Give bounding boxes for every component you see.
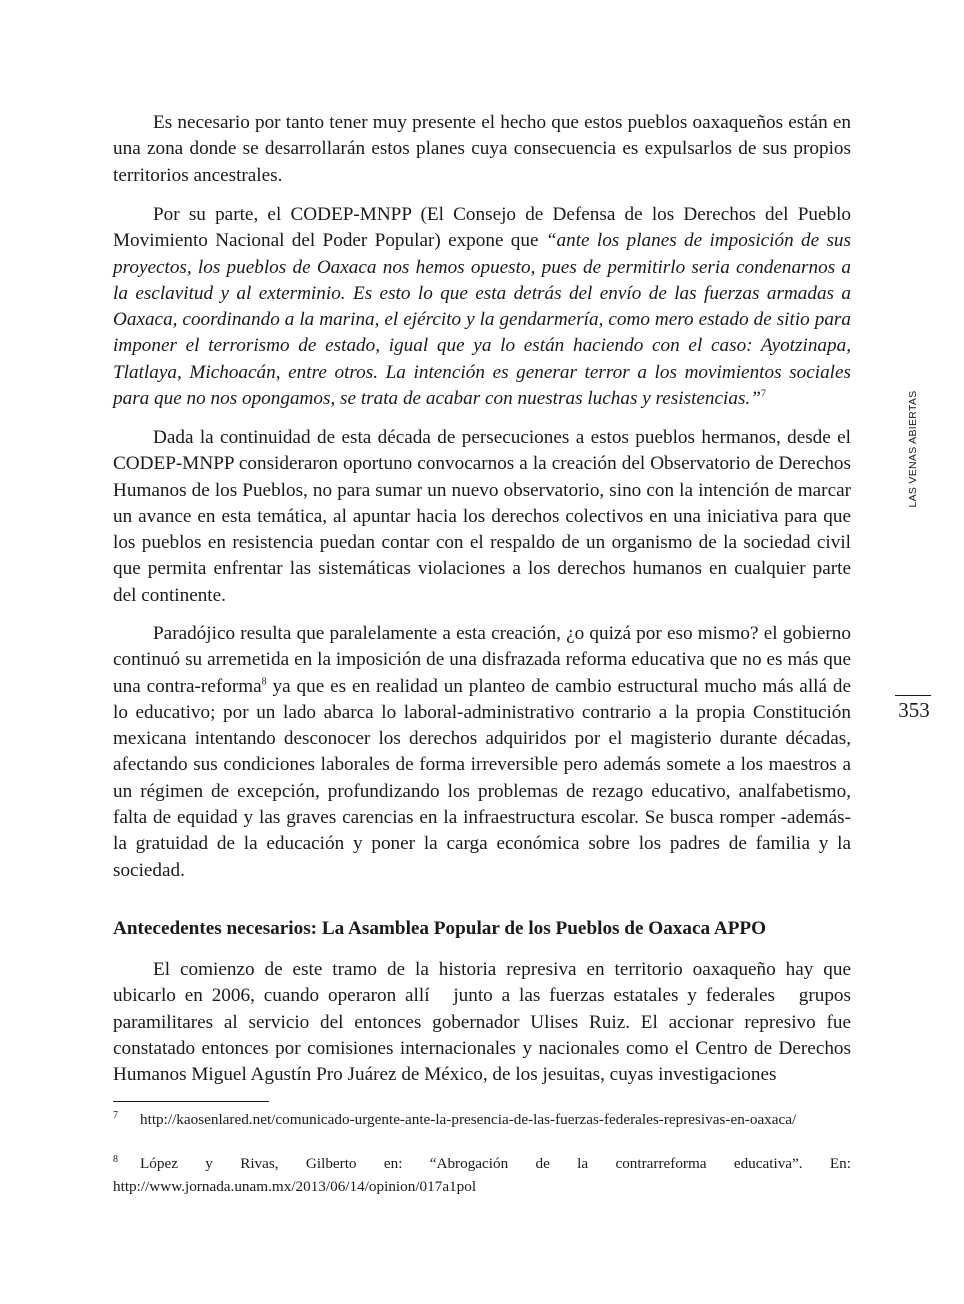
- section-heading: Antecedentes necesarios: La Asamblea Popular de los Pueblos de Oaxaca APPO: [113, 918, 767, 939]
- paragraph-1: [113, 110, 851, 189]
- paragraph-2-quote: “ante los planes de imposición de sus proyectos, los pueblos de Oaxaca nos hemos opuesto, pues de permitirlo seria condenarnos a la esclavitud y al exterminio. Es esto lo que esta detrás del envío de las fuerzas armadas a Oaxaca, coordinando a la marina, el ejército y la gendarmería, como mero estado de sitio para imponer el terrorismo de estado, igual que ya lo están haciendo con el caso: Ayotzinapa, Tlatlaya, Michoacán, entre otros. La intención es generar terror a los movimientos sociales para que no nos opongamos, se trata de acabar con nuestras luchas y resistencias.”: [113, 230, 851, 410]
- paragraph-3: [113, 425, 851, 609]
- running-head: LAS VENAS ABIERTAS: [907, 390, 919, 508]
- paragraph-1-text: Es necesario por tanto tener muy presente el hecho que estos pueblos oaxaqueños están en una zona donde se desarrollarán estos planes cuya consecuencia es expulsarlos de sus propios territorios ancestrales.: [113, 112, 851, 186]
- footnote-7-text: http://kaosenlared.net/comunicado-urgente-ante-la-presencia-de-las-fuerzas-federales-represivas-en-oaxaca/: [140, 1111, 797, 1128]
- footnote-7-number: 7: [113, 1109, 118, 1121]
- paragraph-5: [113, 957, 851, 1088]
- paragraph-2: [113, 202, 851, 412]
- footnote-separator: [113, 1101, 269, 1102]
- page-number: 353: [898, 698, 930, 722]
- footnote-8: [113, 1152, 851, 1198]
- page-number-rule: [895, 695, 931, 696]
- footnote-7: [113, 1108, 851, 1131]
- footnote-8-text: López y Rivas, Gilberto en: “Abrogación de la contrarreforma educativa”. En: http://www.jornada.unam.mx/2013/06/14/opinion/017a1pol: [113, 1155, 851, 1195]
- footnote-ref-8: 8: [261, 676, 267, 688]
- footnote-ref-7: 7: [760, 388, 766, 400]
- footnote-8-number: 8: [113, 1153, 118, 1165]
- paragraph-4-text-a: Paradójico resulta que paralelamente a esta creación, ¿o quizá por eso mismo? el gobierno continuó su arremetida en la imposición de una disfrazada reforma educativa que no es más que una contra-reforma: [113, 623, 851, 697]
- paragraph-2-intro: Por su parte, el CODEP-MNPP (El Consejo de Defensa de los Derechos del Pueblo Movimiento Nacional del Poder Popular) expone que: [113, 204, 851, 252]
- paragraph-4-text-b: ya que es en realidad un planteo de cambio estructural mucho más allá de lo educativo; por un lado abarca lo laboral-administrativo contrario a la propia Constitución mexicana intentando desconocer los derechos adquiridos por el magisterio durante décadas, afectando sus condiciones laborales de forma irreversible pero además somete a los maestros a un régimen de excepción, profundizando los problemas de rezago educativo, analfabetismo, falta de equidad y las graves carencias en la infraestructura escolar. Se busca romper -además- la gratuidad de la educación y poner la carga económica sobre los padres de familia y la sociedad.: [113, 675, 851, 881]
- paragraph-3-text: Dada la continuidad de esta década de persecuciones a estos pueblos hermanos, desde el CODEP-MNPP consideraron oportuno convocarnos a la creación del Observatorio de Derechos Humanos de los Pueblos, no para sumar un nuevo observatorio, sino con la intención de marcar un avance en esta temática, al apuntar hacia los derechos colectivos en una iniciativa para que los pueblos en resistencia puedan contar con el respaldo de un organismo de la sociedad civil que permita enfrentar las sistemáticas violaciones a los derechos humanos en cualquier parte del continente.: [113, 427, 851, 606]
- paragraph-4: [113, 621, 851, 884]
- paragraph-5-text: El comienzo de este tramo de la historia represiva en territorio oaxaqueño hay que ubicarlo en 2006, cuando operaron allí  junto a las fuerzas estatales y federales  grupos paramilitares al servicio del entonces gobernador Ulises Ruiz. El accionar represivo fue constatado entonces por comisiones internacionales y nacionales como el Centro de Derechos Humanos Miguel Agustín Pro Juárez de México, de los jesuitas, cuyas investigaciones: [113, 959, 851, 1086]
